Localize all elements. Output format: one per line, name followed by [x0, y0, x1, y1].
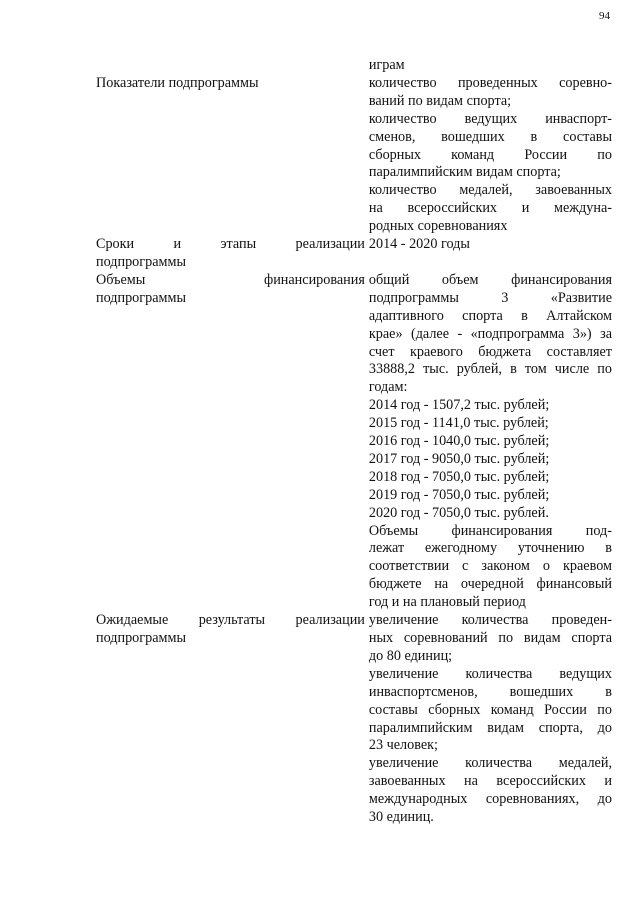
row-value-line: лежат ежегодному уточнению в: [368, 540, 612, 557]
row-label-line: Объемы финансирования: [96, 271, 365, 288]
row-label-line: подпрограммы: [96, 253, 186, 270]
row-value-line: играм: [368, 57, 405, 73]
row-label: [96, 612, 369, 827]
row-value-line: адаптивного спорта в Алтайском: [368, 307, 612, 324]
row-value-line: международных соревнованиях, до: [368, 791, 612, 808]
row-value-line: 33888,2 тыс. рублей, в том числе по: [368, 361, 612, 378]
row-label: [96, 272, 369, 612]
row-value-line: увеличение количества проведен-: [368, 612, 612, 629]
row-value-line: сборных команд России по: [368, 146, 612, 163]
row-value-line: составы сборных команд России по: [368, 701, 612, 718]
row-value-line: бюджете на очередной финансовый: [368, 576, 612, 593]
row-value-line: завоеванных на всероссийских и: [368, 773, 612, 790]
row-value-line: 2014 год - 1507,2 тыс. рублей;: [368, 397, 550, 414]
passport-row: [96, 612, 612, 827]
row-label: [96, 236, 369, 272]
row-value: [369, 272, 612, 612]
row-value-line: подпрограммы 3 «Развитие: [368, 289, 612, 306]
row-value-line: увеличение количества медалей,: [368, 755, 612, 772]
row-value-line: 23 человек;: [368, 737, 438, 754]
row-value-line: соответствии с законом о краевом: [368, 558, 612, 575]
row-value-line: увеличение количества ведущих: [368, 665, 612, 682]
subprogram-passport-table: [96, 57, 612, 827]
row-value-line: общий объем финансирования: [368, 271, 612, 288]
row-value-line: количество ведущих инваспорт-: [368, 110, 612, 127]
row-value-line: Объемы финансирования под-: [368, 522, 612, 539]
row-value-line: паралимпийским видам спорта, до: [368, 719, 612, 736]
row-label: [96, 75, 369, 236]
page-number: 94: [599, 10, 610, 22]
row-value-line: ваний по видам спорта;: [368, 92, 512, 109]
row-value: [369, 612, 612, 827]
row-value-line: ных соревнований по видам спорта: [368, 630, 612, 646]
row-value-line: 2019 год - 7050,0 тыс. рублей;: [368, 486, 550, 503]
passport-row: [96, 75, 612, 236]
row-value-line: крае» (далее - «подпрограмма 3») за: [368, 325, 612, 342]
row-value-line: 2018 год - 7050,0 тыс. рублей;: [368, 468, 550, 485]
row-label-line: Ожидаемые результаты реализации: [96, 612, 365, 629]
passport-table-body: [96, 57, 612, 827]
passport-row: [96, 272, 612, 612]
row-value-line: до 80 единиц;: [368, 647, 453, 664]
row-value-line: 2014 - 2020 годы: [368, 236, 470, 253]
row-value: [369, 57, 612, 75]
row-value-line: сменов, вошедших в составы: [368, 128, 612, 145]
row-value: [369, 75, 612, 236]
row-value-line: 2020 год - 7050,0 тыс. рублей.: [368, 504, 549, 521]
row-label-line: подпрограммы: [96, 630, 186, 646]
passport-row: [96, 236, 612, 272]
row-value-line: 2017 год - 9050,0 тыс. рублей;: [368, 450, 550, 467]
row-value-line: паралимпийским видам спорта;: [368, 164, 561, 181]
row-label-line: Показатели подпрограммы: [96, 74, 259, 91]
row-value-line: год и на плановый период: [368, 594, 526, 611]
row-label-line: Сроки и этапы реализации: [96, 236, 365, 253]
row-value-line: инваспортсменов, вошедших в: [368, 683, 612, 700]
row-label: [96, 57, 369, 75]
row-label-line: подпрограммы: [96, 289, 186, 306]
row-value-line: годам:: [368, 379, 408, 396]
row-value-line: родных соревнованиях: [368, 218, 508, 235]
row-value-line: количество медалей, завоеванных: [368, 182, 612, 199]
row-value: [369, 236, 612, 272]
row-value-line: 30 единиц.: [368, 809, 434, 826]
passport-row: [96, 57, 612, 75]
row-value-line: количество проведенных соревно-: [368, 74, 612, 91]
row-value-line: 2016 год - 1040,0 тыс. рублей;: [368, 433, 550, 450]
row-value-line: на всероссийских и междуна-: [368, 200, 612, 217]
row-value-line: счет краевого бюджета составляет: [368, 343, 612, 360]
row-value-line: 2015 год - 1141,0 тыс. рублей;: [368, 415, 549, 432]
